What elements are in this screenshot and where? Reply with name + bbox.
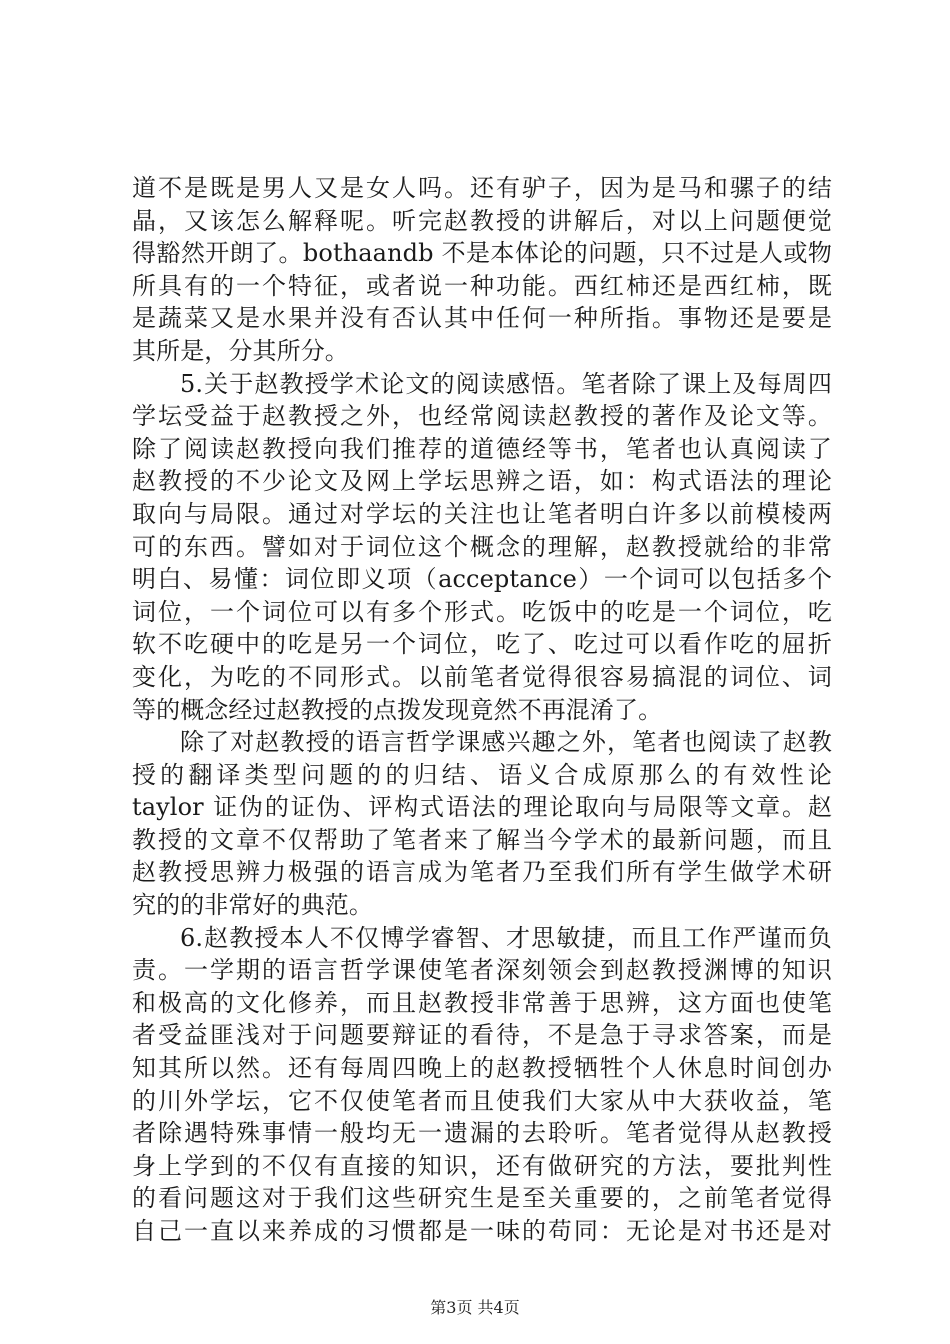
text-line: 的看问题这对于我们这些研究生是至关重要的，之前笔者觉得 — [132, 1184, 832, 1213]
text-line: 词位，一个词位可以有多个形式。吃饭中的吃是一个词位，吃 — [132, 597, 832, 626]
text-line: 道不是既是男人又是女人吗。还有驴子，因为是马和骡子的结 — [132, 174, 832, 202]
text-line: 知其所以然。还有每周四晚上的赵教授牺牲个人休息时间创办 — [132, 1054, 832, 1083]
text-line: 除了对赵教授的语言哲学课感兴趣之外，笔者也阅读了赵教 — [180, 728, 832, 757]
text-line: 软不吃硬中的吃是另一个词位，吃了、吃过可以看作吃的屈折 — [132, 630, 832, 659]
text-line: 身上学到的不仅有直接的知识，还有做研究的方法，要批判性 — [132, 1151, 832, 1180]
text-line: 赵教授思辨力极强的语言成为笔者乃至我们所有学生做学术研 — [132, 858, 832, 887]
page-number-label: 第3页 共4页 — [430, 1298, 520, 1317]
text-line: taylor 证伪的证伪、评构式语法的理论取向与局限等文章。赵 — [132, 793, 832, 822]
text-line: 是蔬菜又是水果并没有否认其中任何一种所指。事物还是要是 — [132, 304, 832, 333]
text-line: 可的东西。譬如对于词位这个概念的理解，赵教授就给的非常 — [132, 532, 832, 561]
text-line: 晶，又该怎么解释呢。听完赵教授的讲解后，对以上问题便觉 — [132, 206, 832, 235]
text-line: 究的的非常好的典范。 — [132, 891, 373, 920]
text-line: 责。一学期的语言哲学课使笔者深刻领会到赵教授渊博的知识 — [132, 956, 832, 985]
text-line: 自己一直以来养成的习惯都是一味的苟同：无论是对书还是对 — [132, 1217, 832, 1245]
text-line: 6.赵教授本人不仅博学睿智、才思敏捷，而且工作严谨而负 — [180, 923, 832, 952]
page-footer — [0, 1298, 950, 1318]
text-line: 学坛受益于赵教授之外，也经常阅读赵教授的著作及论文等。 — [132, 402, 832, 431]
text-line: 者除遇特殊事情一般均无一遗漏的去聆听。笔者觉得从赵教授 — [132, 1119, 832, 1148]
text-line: 者受益匪浅对于问题要辩证的看待，不是急于寻求答案，而是 — [132, 1021, 832, 1050]
text-line: 取向与局限。通过对学坛的关注也让笔者明白许多以前模棱两 — [132, 499, 832, 528]
text-line: 教授的文章不仅帮助了笔者来了解当今学术的最新问题，而且 — [132, 825, 832, 854]
text-line: 明白、易懂：词位即义项（acceptance）一个词可以包括多个 — [132, 565, 832, 594]
text-line: 赵教授的不少论文及网上学坛思辨之语，如：构式语法的理论 — [132, 467, 832, 496]
text-line: 所具有的一个特征，或者说一种功能。西红柿还是西红柿，既 — [132, 271, 832, 300]
text-line: 变化，为吃的不同形式。以前笔者觉得很容易搞混的词位、词 — [132, 662, 832, 691]
text-line: 授的翻译类型问题的的归结、语义合成原那么的有效性论 — [132, 760, 832, 789]
text-line: 得豁然开朗了。bothaandb 不是本体论的问题，只不过是人或物 — [132, 239, 832, 268]
text-line: 的川外学坛，它不仅使笔者而且使我们大家从中大获收益，笔 — [132, 1086, 832, 1115]
body-text — [132, 172, 832, 1248]
text-line: 5.关于赵教授学术论文的阅读感悟。笔者除了课上及每周四 — [180, 369, 832, 398]
text-line: 其所是，分其所分。 — [132, 336, 349, 365]
text-line: 等的概念经过赵教授的点拨发现竟然不再混淆了。 — [132, 695, 663, 724]
text-line: 和极高的文化修养，而且赵教授非常善于思辨，这方面也使笔 — [132, 988, 832, 1017]
text-line: 除了阅读赵教授向我们推荐的道德经等书，笔者也认真阅读了 — [132, 434, 832, 463]
